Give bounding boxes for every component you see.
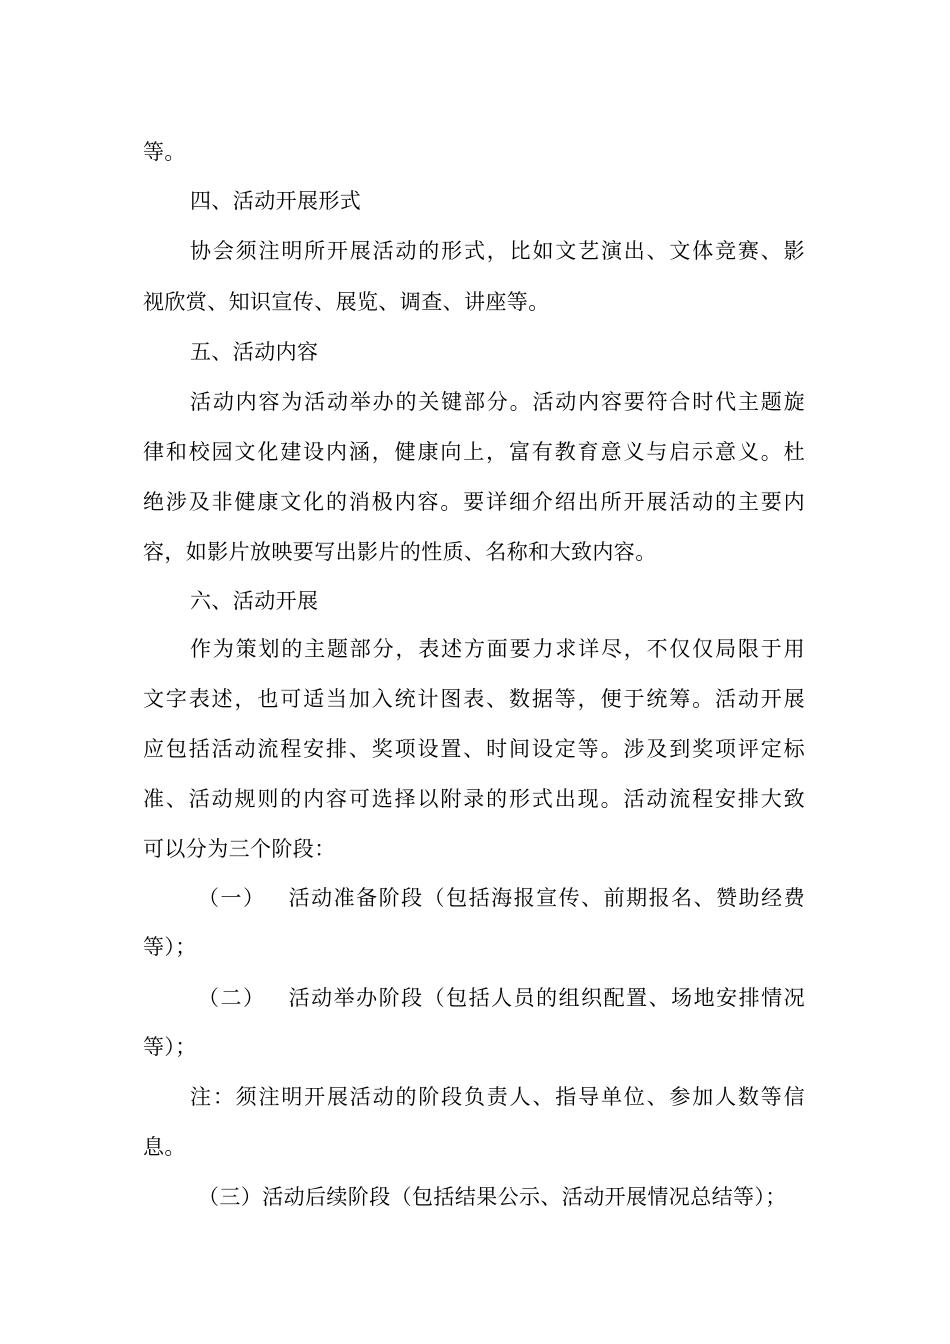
text-line: 等。 xyxy=(143,140,186,164)
paragraph-line: 容，如影片放映要写出影片的性质、名称和大致内容。 xyxy=(143,540,657,564)
list-marker: （一） xyxy=(198,886,266,910)
paragraph-line: 协会须注明所开展活动的形式，比如文艺演出、文体竞赛、影 xyxy=(190,239,805,263)
list-item-stage-3: （三）活动后续阶段（包括结果公示、活动开展情况总结等）； xyxy=(198,1185,787,1209)
paragraph-line: 律和校园文化建设内涵，健康向上，富有教育意义与启示意义。杜 xyxy=(143,440,805,464)
paragraph-line: 作为策划的主题部分，表述方面要力求详尽，不仅仅局限于用 xyxy=(190,637,805,661)
paragraph-line: 视欣赏、知识宣传、展览、调查、讲座等。 xyxy=(143,290,550,314)
paragraph-line: 准、活动规则的内容可选择以附录的形式出现。活动流程安排大致 xyxy=(143,787,805,811)
paragraph-line: 文字表述，也可适当加入统计图表、数据等，便于统筹。活动开展 xyxy=(143,687,805,711)
list-item-text: 活动举办阶段（包括人员的组织配置、场地安排情况 xyxy=(287,986,805,1010)
section-heading-5: 五、活动内容 xyxy=(190,340,319,364)
list-marker: （二） xyxy=(198,986,266,1010)
note-line: 息。 xyxy=(143,1135,186,1159)
list-item-stage-2 xyxy=(198,983,805,1013)
paragraph-line: 等）； xyxy=(143,1035,197,1059)
section-heading-4: 四、活动开展形式 xyxy=(190,189,362,213)
paragraph-line: 绝涉及非健康文化的消极内容。要详细介绍出所开展活动的主要内 xyxy=(143,490,805,514)
list-item-stage-1 xyxy=(198,883,805,913)
paragraph-line: 活动内容为活动举办的关键部分。活动内容要符合时代主题旋 xyxy=(190,390,805,414)
note-line: 注：须注明开展活动的阶段负责人、指导单位、参加人数等信 xyxy=(190,1085,805,1109)
paragraph-line: 等）； xyxy=(143,935,197,959)
section-heading-6: 六、活动开展 xyxy=(190,589,319,613)
list-item-text: 活动准备阶段（包括海报宣传、前期报名、赞助经费 xyxy=(287,886,805,910)
paragraph-line: 应包括活动流程安排、奖项设置、时间设定等。涉及到奖项评定标 xyxy=(143,737,805,761)
paragraph-line: 可以分为三个阶段： xyxy=(143,837,336,861)
